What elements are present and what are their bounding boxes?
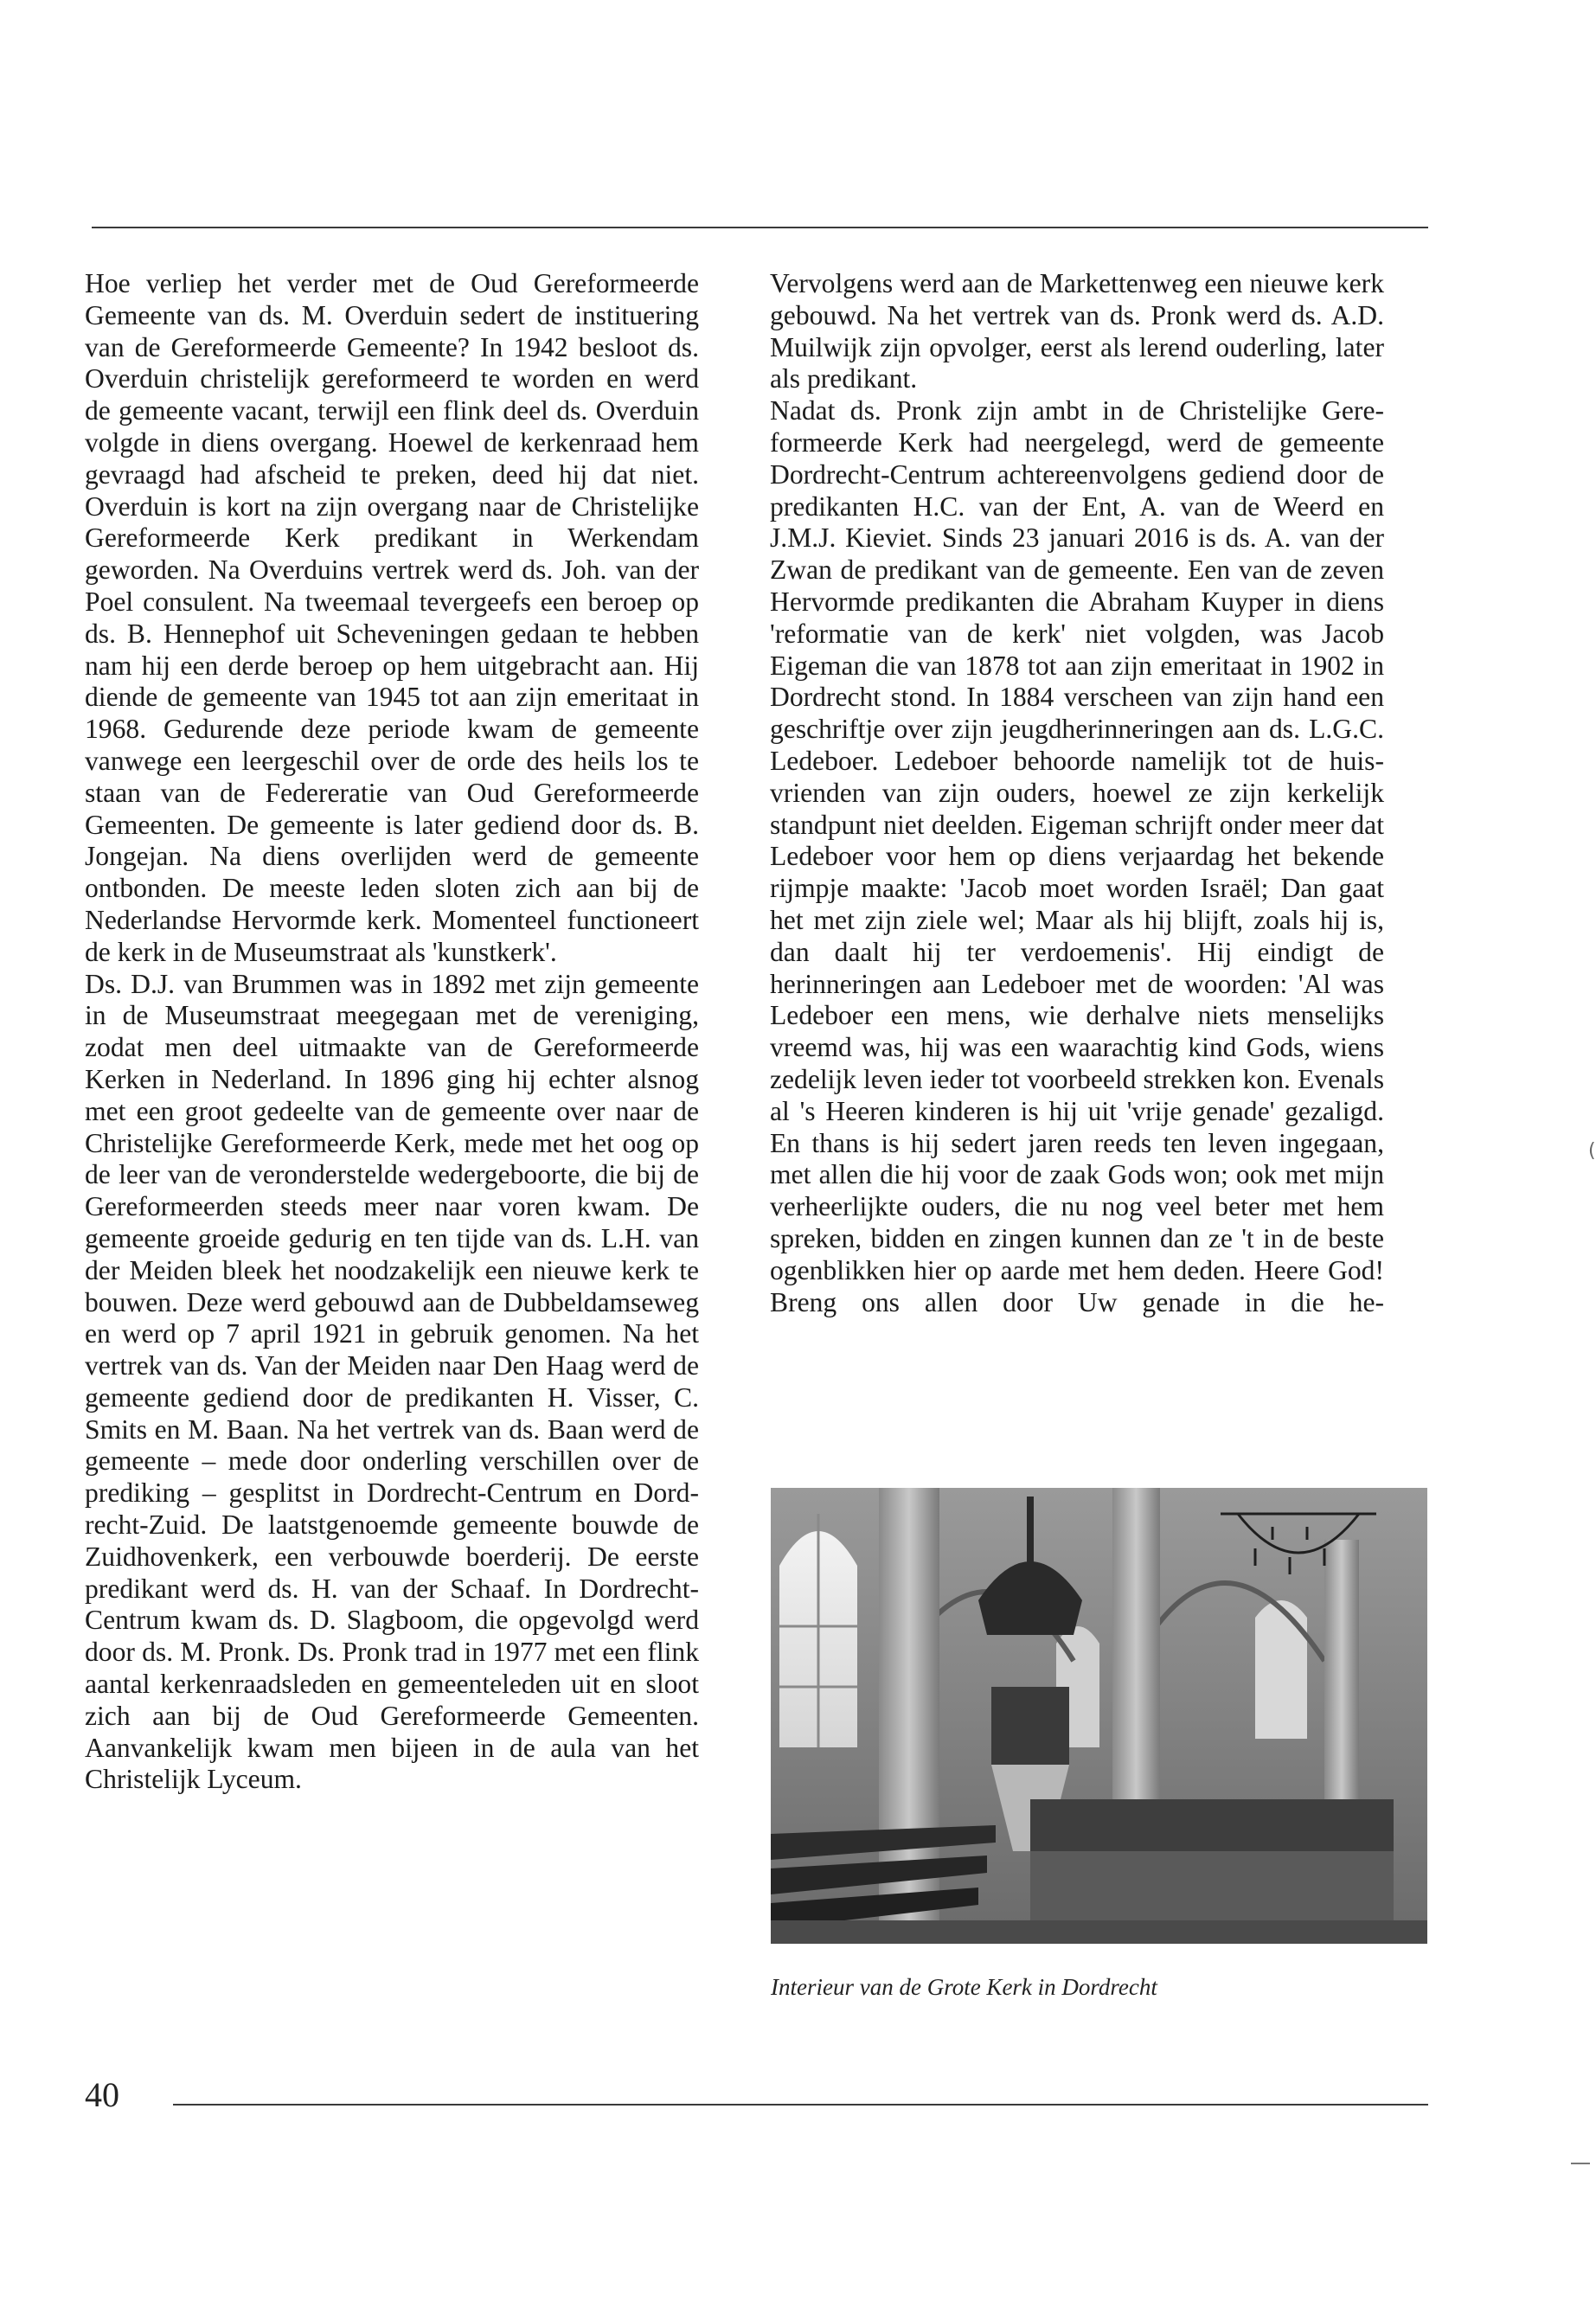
photo-illustration xyxy=(771,1488,1427,1944)
footer-rule xyxy=(173,2104,1428,2106)
paragraph-left-2: Ds. D.J. van Brummen was in 1892 met zijn gemeente in de Museumstraat meegegaan met de vereniging, zodat men deel uitmaakte van de Gereformeerde Kerken in Nederland. In 1896 ging hij echter alsnog met een groot gedeelte van de gemeente over naar de Christelijke Gereformeerde Kerk, mede met het oog op de leer van de veronderstelde wedergeboorte, die bij de Gereformeerden steeds meer naar voren kwam. De gemeente groeide gedurig en ten tijde van ds. L.H. van der Meiden bleek het noodzakelijk een nieuwe kerk te bouwen. Deze werd gebouwd aan de Dubbeldamseweg en werd op 7 april 1921 in gebruik genomen. Na het vertrek van ds. Van der Meiden naar Den Haag werd de gemeente gediend door de predikanten H. Visser, C. Smits en M. Baan. Na het vertrek van ds. Baan werd de gemeente – mede door onderling verschillen over de prediking – gesplitst in Dordrecht-Centrum en Dordrecht-Zuid. De laatstgenoemde gemeente bouwde de Zuidhovenkerk, een verbouwde boerderij. De eerste predikant werd ds. H. van der Schaaf. In Dordrecht-Centrum kwam ds. D. Slagboom, die opgevolgd werd door ds. M. Pronk. Ds. Pronk trad in 1977 met een flink aantal kerkenraadsleden en gemeenteleden uit en sloot zich aan bij de Oud Gereformeerde Gemeenten. Aanvankelijk kwam men bijeen in de aula van het Christelijk Lyceum. xyxy=(85,968,699,1795)
paragraph-right-1: Vervolgens werd aan de Markettenweg een nieuwe kerk gebouwd. Na het vertrek van ds. Pronk werd ds. A.D. Muilwijk zijn opvolger, eerst als lerend ouderling, later als predikant. xyxy=(770,268,1384,394)
church-interior-photo xyxy=(771,1488,1427,1944)
margin-dash xyxy=(1571,2163,1590,2164)
page-number: 40 xyxy=(85,2075,119,2114)
text-column-left xyxy=(85,268,699,2016)
text-column-right xyxy=(770,268,1384,1445)
paragraph-right-2: Nadat ds. Pronk zijn ambt in de Christelijke Gereformeerde Kerk had neergelegd, werd de gemeente Dordrecht-Centrum achtereenvolgens gediend door de predikanten H.C. van der Ent, A. van de Weerd en J.M.J. Kieviet. Sinds 23 januari 2016 is ds. A. van der Zwan de predikant van de gemeente. Een van de zeven Hervormde predikanten die Abraham Kuyper in diens 'reformatie van de kerk' niet volgden, was Jacob Eigeman die van 1878 tot aan zijn emeritaat in 1902 in Dordrecht stond. In 1884 verscheen van zijn hand een geschriftje over zijn jeugdherinneringen aan ds. L.G.C. Ledeboer. Ledeboer behoorde namelijk tot de huisvrienden van zijn ouders, hoewel ze zijn kerkelijk standpunt niet deelden. Eigeman schrijft onder meer dat Ledeboer voor hem op diens verjaardag het bekende rijmpje maakte: 'Jacob moet worden Israël; Dan gaat het met zijn ziele wel; Maar als hij blijft, zoals hij is, dan daalt hij ter verdoemenis'. Hij eindigt de herinneringen aan Ledeboer met de woorden: 'Al was Ledeboer een mens, wie derhalve niets menselijks vreemd was, hij was een waarachtig kind Gods, wiens zedelijk leven ieder tot voorbeeld strekken kon. Evenals al 's Heeren kinderen is hij uit 'vrije genade' gezaligd. En thans is hij sedert jaren reeds ten leven ingegaan, met allen die hij voor de zaak Gods won; ook met mijn verheerlijkte ouders, die nu nog veel beter met hem spreken, bidden en zingen kunnen dan ze 't in de beste ogenblikken hier op aarde met hem deden. Heere God! Breng ons allen door Uw genade in die he- xyxy=(770,395,1384,1317)
paragraph-left-1: Hoe verliep het verder met de Oud Gereformeerde Gemeente van ds. M. Overduin sedert de instituering van de Gereformeerde Gemeente? In 1942 besloot ds. Overduin christelijk gereformeerd te worden en werd de gemeente vacant, terwijl een flink deel ds. Overduin volgde in diens overgang. Hoewel de kerkenraad hem gevraagd had afscheid te preken, deed hij dat niet. Overduin is kort na zijn overgang naar de Christelijke Gereformeerde Kerk predikant in Werkendam geworden. Na Overduins vertrek werd ds. Joh. van der Poel consulent. Na tweemaal tevergeefs een beroep op ds. B. Hennephof uit Scheveningen gedaan te hebben nam hij een derde beroep op hem uitgebracht aan. Hij diende de gemeente van 1945 tot aan zijn emeritaat in 1968. Gedurende deze periode kwam de gemeente vanwege een leergeschil over de orde des heils los te staan van de Federeratie van Oud Gereformeerde Gemeenten. De gemeente is later gediend door ds. B. Jongejan. Na diens overlijden werd de gemeente ontbonden. De meeste leden sloten zich aan bij de Nederlandse Hervormde kerk. Momenteel functioneert de kerk in de Museumstraat als 'kunstkerk'. xyxy=(85,268,699,967)
photo-caption: Interieur van de Grote Kerk in Dordrecht xyxy=(771,1974,1157,2000)
header-rule xyxy=(92,227,1428,228)
margin-glyph: ( xyxy=(1588,1140,1596,1162)
